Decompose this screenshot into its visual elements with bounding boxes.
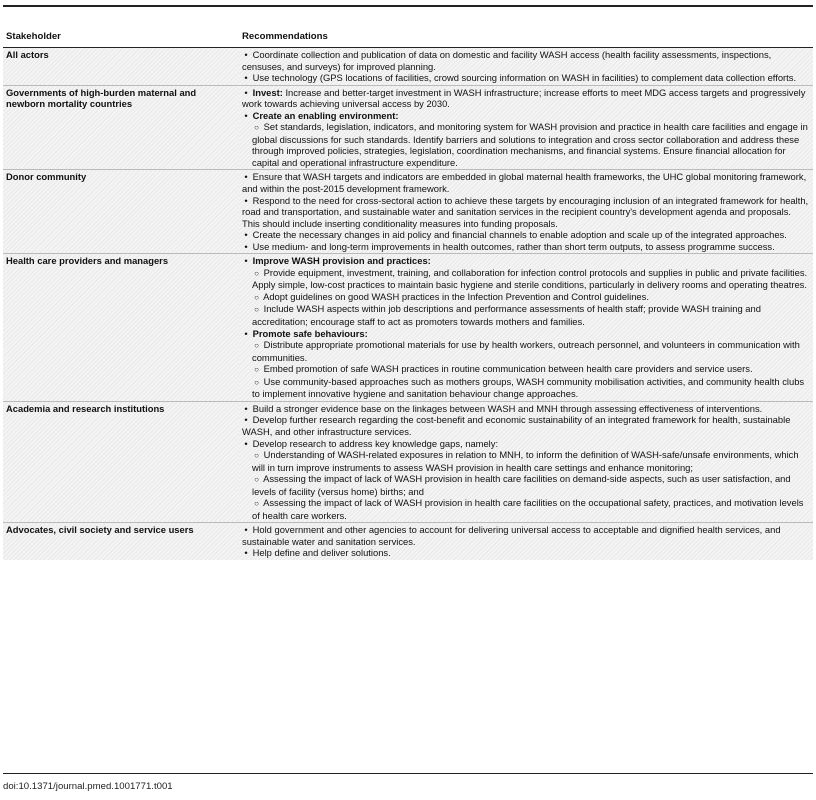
bullet-text: Build a stronger evidence base on the linkages between WASH and MNH through assessing effectiveness of interventions. bbox=[252, 402, 763, 414]
bullet-item bbox=[242, 49, 810, 72]
stakeholder-cell: All actors bbox=[3, 48, 239, 86]
bullet-text: Coordinate collection and publication of data on domestic and facility WASH access (health facility assessments, inspections, censuses, and surveys) for improved planning. bbox=[242, 49, 772, 72]
bullet-text: Embed promotion of safe WASH practices in routine communication between health care providers and service users. bbox=[263, 363, 753, 375]
bullet-text: Adopt guidelines on good WASH practices in the Infection Prevention and Control guidelines. bbox=[263, 290, 649, 302]
sub-bullet-item bbox=[242, 376, 810, 400]
circle-bullet-icon: ○ bbox=[254, 341, 259, 351]
bullet-heading: Improve WASH provision and practices: bbox=[252, 255, 431, 267]
circle-bullet-icon: ○ bbox=[254, 377, 259, 387]
circle-bullet-icon: ○ bbox=[254, 268, 259, 278]
bullet-item bbox=[242, 547, 810, 559]
bullet-text: Help define and deliver solutions. bbox=[252, 547, 391, 559]
sub-bullet-item bbox=[242, 497, 810, 521]
doi-footer: doi:10.1371/journal.pmed.1001771.t001 bbox=[3, 781, 173, 792]
bullet-heading: Invest: bbox=[252, 86, 283, 98]
bullet-text: Develop further research regarding the cost-benefit and economic sustainability of an integrated framework for health, sustainable WASH, and other infrastructure services. bbox=[242, 414, 791, 437]
header-recommendations: Recommendations bbox=[239, 30, 813, 48]
bullet-text: Hold government and other agencies to account for delivering universal access to acceptable and dignified health services, and sustainable water and sanitation services. bbox=[242, 524, 781, 547]
bullet-item bbox=[242, 255, 810, 267]
bullet-item bbox=[242, 195, 810, 230]
bullet-text: Use technology (GPS locations of facilities, crowd sourcing information on WASH in facilities) to complement data collection efforts. bbox=[252, 72, 797, 84]
bullet-icon: • bbox=[244, 72, 248, 84]
table-row bbox=[3, 523, 813, 560]
sub-bullet-item bbox=[242, 339, 810, 363]
bullet-icon: • bbox=[244, 229, 248, 241]
table-row bbox=[3, 48, 813, 86]
recommendations-cell bbox=[239, 254, 813, 402]
bullet-icon: • bbox=[244, 547, 248, 559]
stakeholder-cell: Donor community bbox=[3, 170, 239, 254]
top-rule bbox=[3, 5, 813, 7]
bullet-icon: • bbox=[244, 171, 248, 183]
bullet-icon: • bbox=[244, 240, 248, 252]
bullet-icon: • bbox=[244, 327, 248, 339]
stakeholder-cell: Advocates, civil society and service users bbox=[3, 523, 239, 560]
bullet-text: Include WASH aspects within job descriptions and performance assessments of health staff; provide WASH training and accreditation; encourage staff to act as promoters towards mothers and families. bbox=[252, 303, 761, 328]
recommendations-cell bbox=[239, 48, 813, 86]
stakeholder-cell: Governments of high-burden maternal and newborn mortality countries bbox=[3, 85, 239, 170]
bullet-icon: • bbox=[244, 194, 248, 206]
sub-bullet-item bbox=[242, 473, 810, 497]
recommendations-cell bbox=[239, 85, 813, 170]
table-row bbox=[3, 85, 813, 170]
circle-bullet-icon: ○ bbox=[254, 451, 259, 461]
circle-bullet-icon: ○ bbox=[254, 475, 259, 485]
bullet-icon: • bbox=[244, 437, 248, 449]
bullet-text: Provide equipment, investment, training, and collaboration for infection control protocols and supplies in public and private facilities. Apply simple, low-cost practices to maintain basic hygiene and sterile conditions, particularly in delivery rooms and operating theatres. bbox=[252, 266, 808, 291]
table-body bbox=[3, 48, 813, 560]
bullet-icon: • bbox=[244, 255, 248, 267]
bullet-text: Set standards, legislation, indicators, and monitoring system for WASH provision and practice in health care facilities and engage in global discussions for such standards. Identify barriers and solutions to integration and cross sector collaboration and address these through improved policies, strategies, legislation, coordination mechanisms, and financial systems. Ensure financial allocation for capital and operational infrastructure expenditure. bbox=[252, 121, 808, 168]
bullet-text: Develop research to address key knowledge gaps, namely: bbox=[252, 437, 499, 449]
bullet-text: Ensure that WASH targets and indicators are embedded in global maternal health frameworks, the UHC global monitoring framework, and within the post-2015 development framework. bbox=[242, 171, 807, 195]
bullet-item bbox=[242, 241, 810, 253]
header-stakeholder: Stakeholder bbox=[3, 30, 239, 48]
bullet-item bbox=[242, 229, 810, 241]
bullet-text: Create the necessary changes in aid policy and financial channels to enable adoption and scale up of the integrated approaches. bbox=[252, 229, 787, 241]
circle-bullet-icon: ○ bbox=[254, 123, 259, 133]
bullet-icon: • bbox=[244, 414, 248, 426]
circle-bullet-icon: ○ bbox=[254, 305, 259, 315]
recommendations-cell bbox=[239, 523, 813, 560]
bullet-item bbox=[242, 87, 810, 110]
circle-bullet-icon: ○ bbox=[254, 499, 259, 509]
bullet-item bbox=[242, 328, 810, 340]
bullet-text: Increase and better-target investment in WASH infrastructure; increase efforts to meet MDG access targets and progressively work towards achieving universal access by 2030. bbox=[242, 86, 806, 110]
bullet-text: Distribute appropriate promotional materials for use by health workers, outreach personnel, and volunteers in communication with communities. bbox=[252, 339, 800, 363]
bullet-item bbox=[242, 438, 810, 450]
bullet-icon: • bbox=[244, 86, 248, 98]
sub-bullet-item bbox=[242, 267, 810, 291]
bullet-item bbox=[242, 403, 810, 415]
sub-bullet-item bbox=[242, 449, 810, 473]
recommendations-cell bbox=[239, 401, 813, 522]
bullet-text: Understanding of WASH-related exposures in relation to MNH, to inform the definition of WASH-safe/unsafe environments, which will in turn improve instruments to assess WASH provision in health care settings and enhance monitoring; bbox=[252, 449, 799, 473]
bullet-text: Use community-based approaches such as mothers groups, WASH community mobilisation activities, and community health clubs to implement innovative hygiene and sanitation behaviour change approaches. bbox=[252, 375, 805, 400]
bullet-heading: Promote safe behaviours: bbox=[252, 327, 368, 339]
bullet-icon: • bbox=[244, 109, 248, 121]
sub-bullet-item bbox=[242, 121, 810, 168]
recommendations-cell bbox=[239, 170, 813, 254]
bullet-icon: • bbox=[244, 49, 248, 60]
stakeholder-cell: Health care providers and managers bbox=[3, 254, 239, 402]
sub-bullet-item bbox=[242, 291, 810, 304]
table-row bbox=[3, 254, 813, 402]
bullet-text: Assessing the impact of lack of WASH provision in health care facilities on demand-side aspects, such as user satisfaction, and levels of facility (versus home) births; and bbox=[252, 473, 791, 497]
bullet-heading: Create an enabling environment: bbox=[252, 109, 399, 121]
stakeholder-cell: Academia and research institutions bbox=[3, 401, 239, 522]
table-header-row bbox=[3, 30, 813, 48]
bullet-item bbox=[242, 110, 810, 122]
bullet-text: Use medium- and long-term improvements in health outcomes, rather than short term outputs, to assess programme success. bbox=[252, 240, 775, 252]
bullet-icon: • bbox=[244, 524, 248, 536]
bottom-rule bbox=[3, 773, 813, 774]
circle-bullet-icon: ○ bbox=[254, 365, 259, 375]
circle-bullet-icon: ○ bbox=[254, 292, 259, 302]
sub-bullet-item bbox=[242, 303, 810, 327]
table-row bbox=[3, 170, 813, 254]
bullet-item bbox=[242, 414, 810, 437]
bullet-item bbox=[242, 524, 810, 547]
bullet-icon: • bbox=[244, 402, 248, 414]
bullet-text: Assessing the impact of lack of WASH provision in health care facilities on the occupational safety, practices, and motivation levels of health care workers. bbox=[252, 497, 804, 521]
bullet-text: Respond to the need for cross-sectoral action to achieve these targets by encouraging inclusion of an integrated framework for health, road and transportation, and sustainable water and sanitation services in the recipient country's development agenda and proposals. This should include inserting conditionality measures into funding proposals. bbox=[242, 194, 809, 229]
bullet-item bbox=[242, 72, 810, 84]
bullet-item bbox=[242, 171, 810, 194]
sub-bullet-item bbox=[242, 363, 810, 376]
recommendations-table bbox=[3, 30, 813, 560]
table-row bbox=[3, 401, 813, 522]
